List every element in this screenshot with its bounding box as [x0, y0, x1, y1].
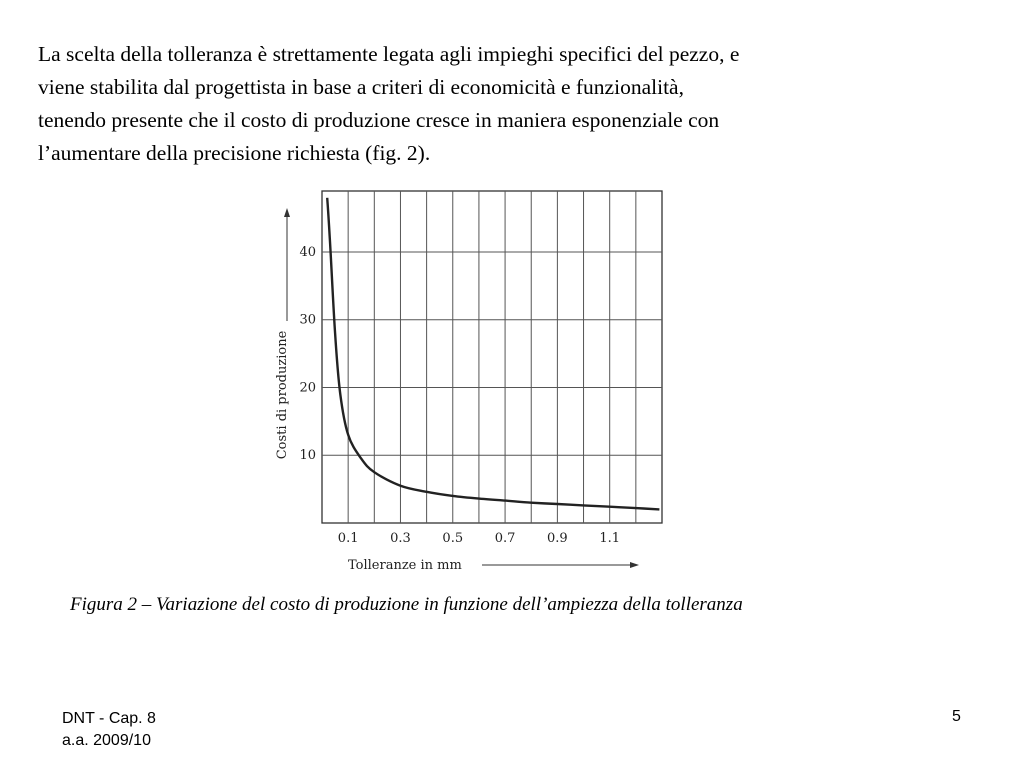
- x-tick-label: 0.5: [442, 531, 464, 546]
- intro-paragraph: [38, 38, 988, 170]
- figure-caption: Figura 2 – Variazione del costo di produzione in funzione dell’ampiezza della tolleranza: [70, 594, 743, 615]
- page-number: 5: [952, 708, 961, 725]
- paragraph-line: La scelta della tolleranza è strettamente legata agli impieghi specifici del pezzo, e: [38, 42, 740, 66]
- plot-frame: [322, 191, 662, 523]
- paragraph-line: l’aumentare della precisione richiesta (fig. 2).: [38, 141, 431, 165]
- cost-tolerance-figure: [268, 186, 668, 586]
- x-tick-label: 0.3: [390, 531, 411, 546]
- y-axis-label: Costi di produzione: [275, 330, 290, 460]
- y-tick-labels: [299, 245, 316, 463]
- cost-tolerance-chart: [268, 186, 668, 586]
- y-axis-arrow-icon: [284, 208, 290, 217]
- y-tick-label: 30: [299, 312, 316, 328]
- footer-year: a.a. 2009/10: [62, 732, 151, 749]
- x-tick-label: 1.1: [599, 531, 621, 546]
- x-tick-label: 0.1: [337, 531, 359, 546]
- y-tick-label: 40: [299, 244, 316, 260]
- grid-lines: [322, 191, 662, 523]
- paragraph-line: tenendo presente che il costo di produzione cresce in maniera esponenziale con: [38, 108, 720, 132]
- x-tick-label: 0.9: [547, 531, 568, 546]
- footer-course-info: [62, 708, 156, 752]
- x-tick-labels: [338, 531, 620, 546]
- x-tick-label: 0.7: [494, 531, 516, 546]
- x-axis-label: Tolleranze in mm: [348, 558, 462, 573]
- x-axis-arrow-icon: [630, 562, 639, 568]
- paragraph-line: viene stabilita dal progettista in base a criteri di economicità e funzionalità,: [38, 75, 684, 99]
- footer-course: DNT - Cap. 8: [62, 710, 156, 727]
- y-tick-label: 10: [299, 448, 316, 464]
- y-tick-label: 20: [299, 380, 316, 396]
